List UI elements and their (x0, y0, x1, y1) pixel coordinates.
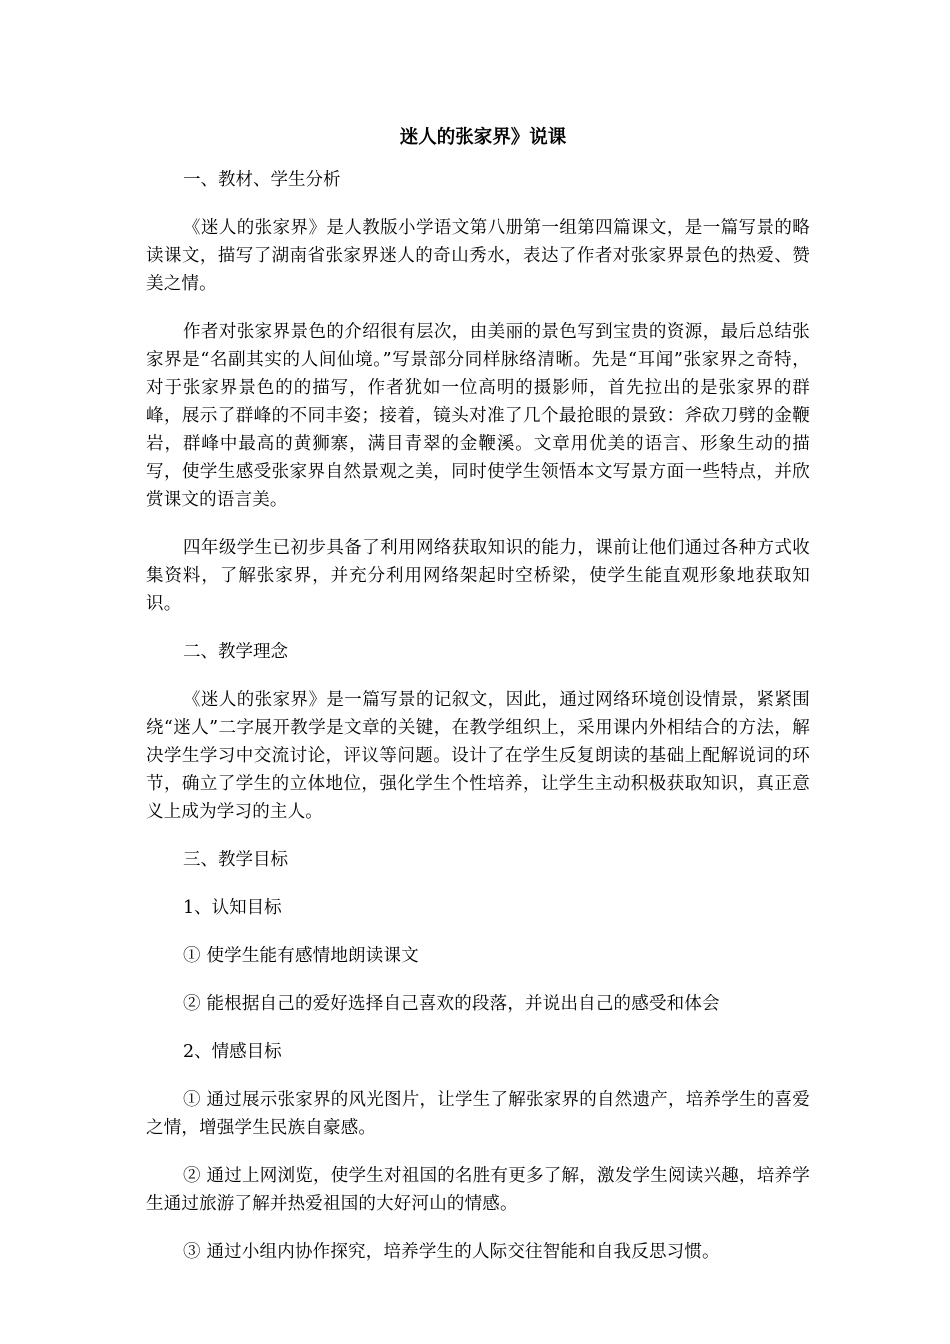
list-item-4: ② 通过上网浏览，使学生对祖国的名胜有更多了解，激发学生阅读兴趣，培养学生通过旅游了解并热爱祖国的大好河山的情感。 (146, 1166, 810, 1214)
paragraph-2: 作者对张家界景色的介绍很有层次，由美丽的景色写到宝贵的资源，最后总结张家界是“名副其实的人间仙境。”写景部分同样脉络清晰。先是“耳闻”张家界之奇特，对于张家界景色的的描写，作者犹如一位高明的摄影师，首先拉出的是张家界的群峰，展示了群峰的不同丰姿；接着，镜头对准了几个最抢眼的景致：斧砍刀劈的金鞭岩，群峰中最高的黄狮寨，满目青翠的金鞭溪。文章用优美的语言、形象生动的描写，使学生感受张家界自然景观之美，同时使学生领悟本文写景方面一些特点，并欣赏课文的语言美。 (146, 322, 810, 510)
list-item-5: ③ 通过小组内协作探究，培养学生的人际交往智能和自我反思习惯。 (183, 1242, 720, 1262)
section-heading-3: 三、教学目标 (183, 850, 288, 870)
paragraph-3: 四年级学生已初步具备了利用网络获取知识的能力，课前让他们通过各种方式收集资料，了解张家界，并充分利用网络架起时空桥梁，使学生能直观形象地获取知识。 (146, 538, 810, 614)
list-item-2: ② 能根据自己的爱好选择自己喜欢的段落，并说出自己的感受和体会 (183, 994, 720, 1014)
section-heading-2: 二、教学理念 (183, 642, 288, 662)
list-item-1: ① 使学生能有感情地朗读课文 (183, 946, 419, 966)
subheading-cognitive-goals: 1、认知目标 (183, 898, 282, 918)
document-title: 迷人的张家界》说课 (399, 127, 567, 148)
paragraph-4: 《迷人的张家界》是一篇写景的记叙文，因此，通过网络环境创设情景，紧紧围绕“迷人”二字展开教学是文章的关键，在教学组织上，采用课内外相结合的方法，解决学生学习中交流讨论，评议等问题。设计了在学生反复朗读的基础上配解说词的环节，确立了学生的立体地位，强化学生个性培养，让学生主动积极获取知识，真正意义上成为学习的主人。 (146, 690, 810, 822)
paragraph-1: 《迷人的张家界》是人教版小学语文第八册第一组第四篇课文，是一篇写景的略读课文，描写了湖南省张家界迷人的奇山秀水，表达了作者对张家界景色的热爱、赞美之情。 (146, 218, 810, 294)
document-body (146, 124, 810, 1286)
list-item-3: ① 通过展示张家界的风光图片，让学生了解张家界的自然遗产，培养学生的喜爱之情，增强学生民族自豪感。 (146, 1090, 810, 1138)
section-heading-1: 一、教材、学生分析 (183, 170, 341, 190)
subheading-emotional-goals: 2、情感目标 (183, 1042, 282, 1062)
